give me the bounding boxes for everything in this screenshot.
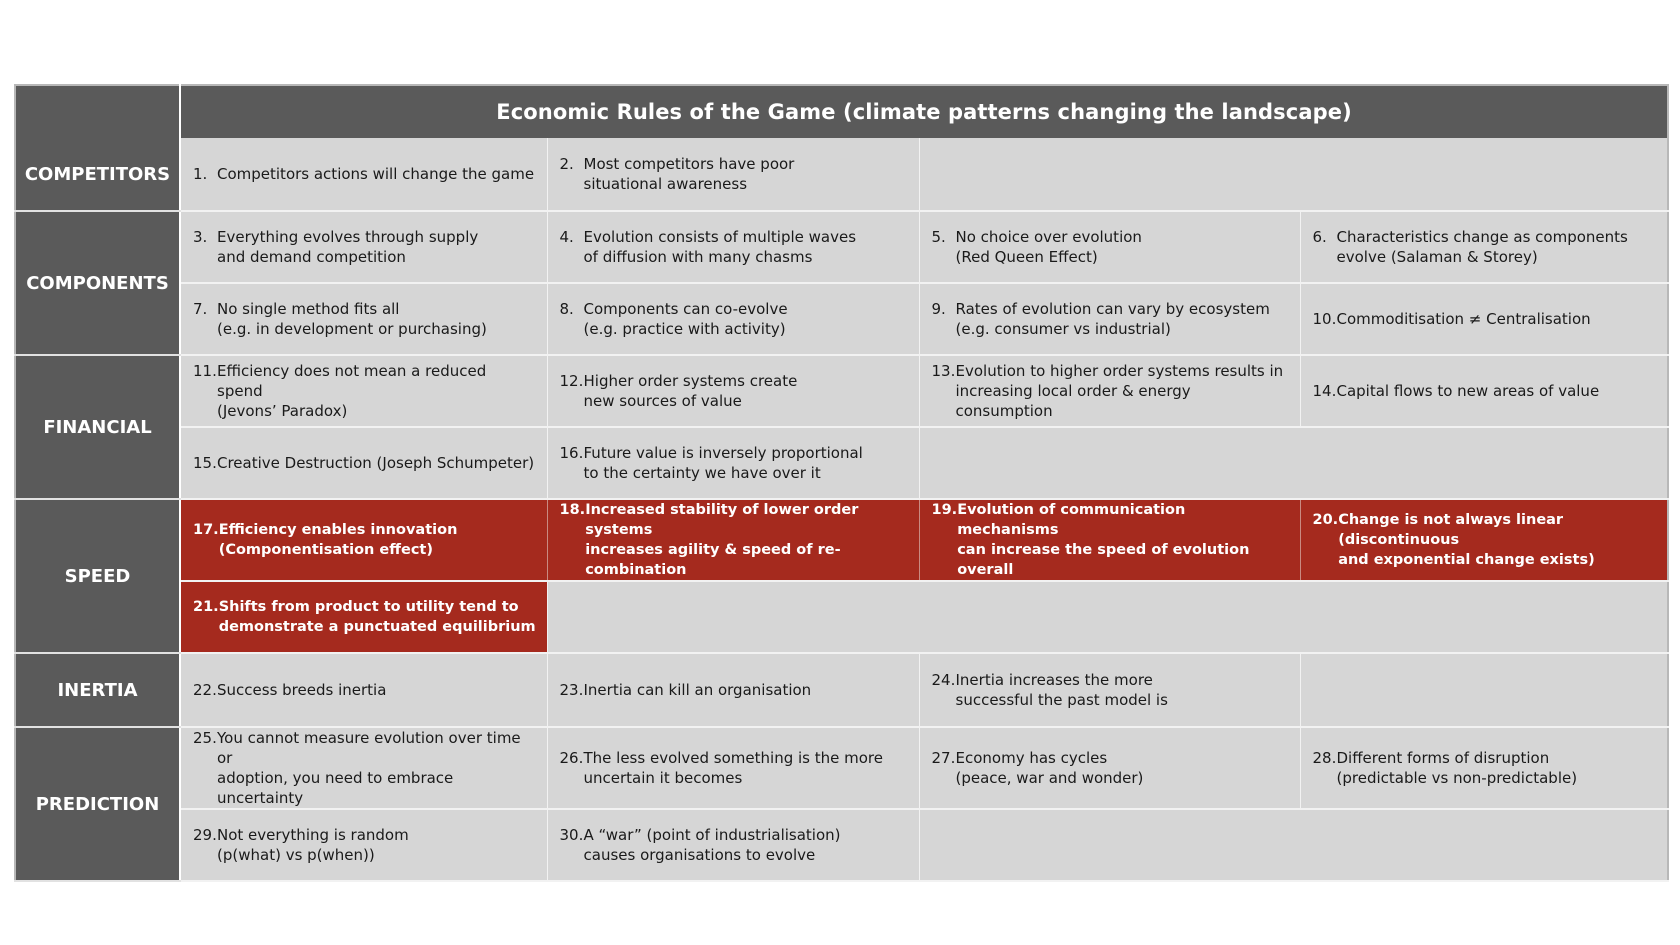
rule-text: Future value is inversely proportional to the certainty we have over it xyxy=(583,444,863,482)
rule-text: Different forms of disruption (predictable vs non-predictable) xyxy=(1336,749,1578,787)
rule-16 xyxy=(547,427,919,499)
rule-text: You cannot measure evolution over time or adoption, you need to embrace uncertainty xyxy=(217,729,521,807)
rule-24 xyxy=(919,653,1300,727)
empty-cell xyxy=(1300,653,1668,727)
rule-text: Components can co-evolve (e.g. practice with activity) xyxy=(583,300,788,338)
rule-9 xyxy=(919,283,1300,355)
rule-text: Inertia can kill an organisation xyxy=(583,681,812,699)
rule-text: Increased stability of lower order systems increases agility & speed of re-combination xyxy=(585,502,859,578)
rule-8 xyxy=(547,283,919,355)
inertia-row-1 xyxy=(15,653,1668,727)
rule-number: 13. xyxy=(931,362,956,380)
rule-19 xyxy=(919,499,1300,581)
rule-text: A “war” (point of industrialisation) causes organisations to evolve xyxy=(583,826,841,864)
rule-number: 17. xyxy=(193,522,219,538)
rule-5 xyxy=(919,211,1300,283)
rule-number: 1. xyxy=(193,165,208,183)
rule-17 xyxy=(180,499,547,581)
rule-number: 5. xyxy=(931,228,946,246)
prediction-row-2 xyxy=(15,809,1668,881)
rule-text: Efficiency enables innovation (Componentisation effect) xyxy=(218,522,458,558)
rules-table-container xyxy=(14,84,1667,882)
category-financial: FINANCIAL xyxy=(15,355,180,499)
rule-3 xyxy=(180,211,547,283)
rule-2 xyxy=(547,138,919,211)
rule-number: 4. xyxy=(559,228,574,246)
rule-4 xyxy=(547,211,919,283)
rule-text: Evolution consists of multiple waves of diffusion with many chasms xyxy=(583,228,857,266)
rule-text: Higher order systems create new sources of value xyxy=(583,372,798,410)
rule-number: 10. xyxy=(1312,310,1337,328)
rule-text: Characteristics change as components evolve (Salaman & Storey) xyxy=(1336,228,1628,266)
rule-number: 11. xyxy=(193,362,217,380)
rule-number: 29. xyxy=(193,826,217,844)
speed-row-2 xyxy=(15,581,1668,653)
rule-text: No single method fits all (e.g. in development or purchasing) xyxy=(217,300,487,338)
title-corner xyxy=(15,85,180,138)
rule-21 xyxy=(180,581,547,653)
rule-text: Commoditisation ≠ Centralisation xyxy=(1336,310,1591,328)
rule-number: 21. xyxy=(193,599,219,615)
rule-number: 6. xyxy=(1312,228,1327,246)
empty-cell xyxy=(919,138,1668,211)
rule-27 xyxy=(919,727,1300,809)
category-prediction: PREDICTION xyxy=(15,727,180,881)
rule-number: 15. xyxy=(193,454,217,472)
empty-cell xyxy=(919,427,1668,499)
rule-text: Success breeds inertia xyxy=(217,681,387,699)
rule-number: 30. xyxy=(559,826,584,844)
category-inertia: INERTIA xyxy=(15,653,180,727)
components-row-2 xyxy=(15,283,1668,355)
rule-text: Creative Destruction (Joseph Schumpeter) xyxy=(217,454,535,472)
rule-text: Efficiency does not mean a reduced spend (Jevons’ Paradox) xyxy=(217,362,487,420)
rule-text: Change is not always linear (discontinuous and exponential change exists) xyxy=(1338,512,1595,568)
rule-number: 25. xyxy=(193,729,217,747)
rule-number: 22. xyxy=(193,681,217,699)
rule-text: No choice over evolution (Red Queen Effect) xyxy=(955,228,1142,266)
rule-text: Inertia increases the more successful the past model is xyxy=(955,671,1168,709)
rule-number: 20. xyxy=(1312,512,1339,528)
rule-text: Everything evolves through supply and demand competition xyxy=(217,228,479,266)
rule-29 xyxy=(180,809,547,881)
rule-text: Economy has cycles (peace, war and wonder) xyxy=(955,749,1144,787)
rule-number: 7. xyxy=(193,300,208,318)
rule-11 xyxy=(180,355,547,427)
empty-cell xyxy=(547,581,1668,653)
rule-text: Shifts from product to utility tend to demonstrate a punctuated equilibrium xyxy=(218,599,536,635)
rule-12 xyxy=(547,355,919,427)
category-speed: SPEED xyxy=(15,499,180,653)
rule-number: 8. xyxy=(559,300,574,318)
rule-text: The less evolved something is the more uncertain it becomes xyxy=(583,749,883,787)
rule-6 xyxy=(1300,211,1668,283)
rule-text: Evolution of communication mechanisms can increase the speed of evolution overall xyxy=(957,502,1250,578)
rule-13 xyxy=(919,355,1300,427)
rule-text: Capital flows to new areas of value xyxy=(1336,382,1600,400)
rule-1 xyxy=(180,138,547,211)
rule-number: 24. xyxy=(931,671,956,689)
rule-number: 26. xyxy=(559,749,584,767)
rule-25 xyxy=(180,727,547,809)
speed-row-1 xyxy=(15,499,1668,581)
prediction-row-1 xyxy=(15,727,1668,809)
empty-cell xyxy=(919,809,1668,881)
rule-26 xyxy=(547,727,919,809)
rule-number: 3. xyxy=(193,228,208,246)
rule-22 xyxy=(180,653,547,727)
rule-7 xyxy=(180,283,547,355)
rule-30 xyxy=(547,809,919,881)
financial-row-1 xyxy=(15,355,1668,427)
economic-rules-table xyxy=(14,84,1669,882)
title-row xyxy=(15,85,1668,138)
table-title: Economic Rules of the Game (climate patterns changing the landscape) xyxy=(180,85,1668,138)
rule-number: 27. xyxy=(931,749,956,767)
rule-20 xyxy=(1300,499,1668,581)
rule-10 xyxy=(1300,283,1668,355)
rule-text: Rates of evolution can vary by ecosystem (e.g. consumer vs industrial) xyxy=(955,300,1270,338)
rule-14 xyxy=(1300,355,1668,427)
rule-number: 2. xyxy=(559,155,574,173)
rule-number: 14. xyxy=(1312,382,1337,400)
rule-text: Evolution to higher order systems results in increasing local order & energy consumption xyxy=(955,362,1284,420)
competitors-row-1 xyxy=(15,138,1668,211)
rule-number: 19. xyxy=(931,502,958,518)
rule-15 xyxy=(180,427,547,499)
rule-text: Competitors actions will change the game xyxy=(217,165,535,183)
rule-18 xyxy=(547,499,919,581)
category-competitors: COMPETITORS xyxy=(15,138,180,211)
rule-23 xyxy=(547,653,919,727)
rule-number: 9. xyxy=(931,300,946,318)
rule-number: 28. xyxy=(1312,749,1337,767)
category-components: COMPONENTS xyxy=(15,211,180,355)
rule-number: 18. xyxy=(559,502,586,518)
rule-number: 23. xyxy=(559,681,584,699)
rule-number: 12. xyxy=(559,372,584,390)
rule-28 xyxy=(1300,727,1668,809)
rule-number: 16. xyxy=(559,444,584,462)
financial-row-2 xyxy=(15,427,1668,499)
rule-text: Most competitors have poor situational awareness xyxy=(583,155,795,193)
rule-text: Not everything is random (p(what) vs p(when)) xyxy=(217,826,409,864)
components-row-1 xyxy=(15,211,1668,283)
